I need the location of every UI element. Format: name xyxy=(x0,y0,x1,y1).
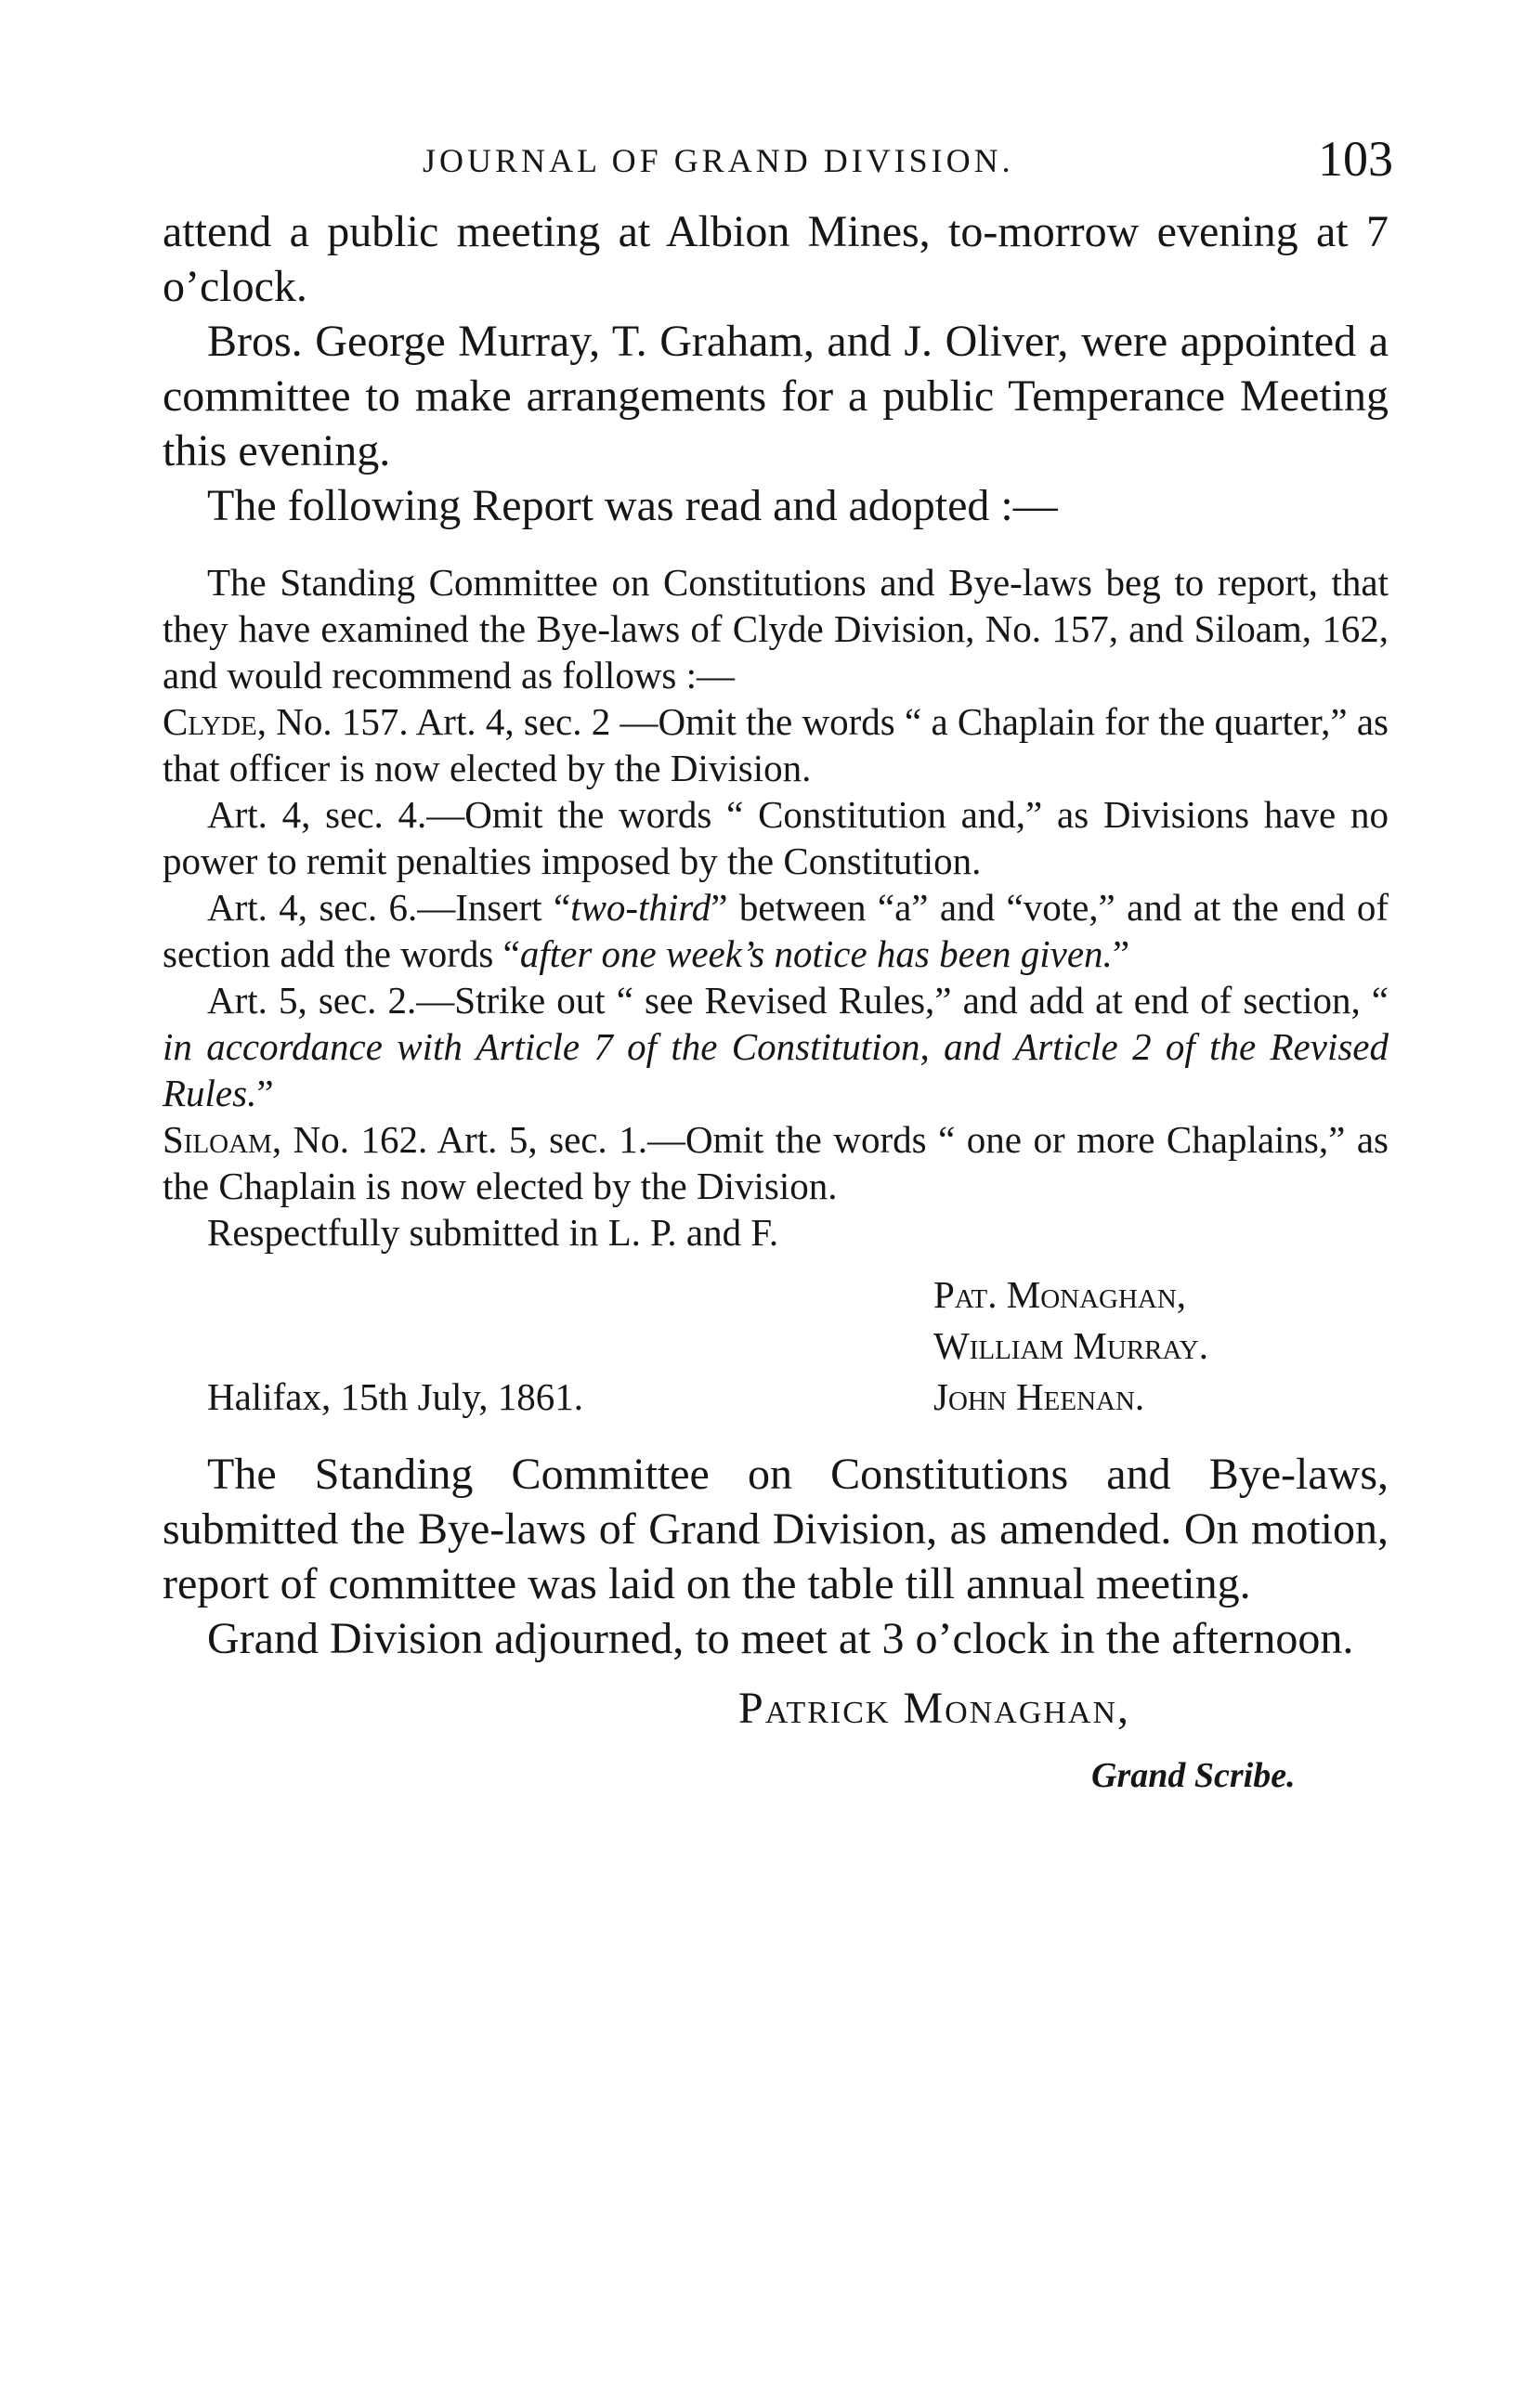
report-signature-block xyxy=(163,1272,1389,1423)
page-header xyxy=(163,130,1402,195)
paragraph-report-intro: The following Report was read and adopted :— xyxy=(207,481,1058,530)
report-intro: The Standing Committee on Constitutions and Bye-laws beg to report, that they have examined the Bye-laws of Clyde Division, No. 157, and Siloam, 162, and would recommend as follows :— xyxy=(163,561,1389,696)
report-date: Halifax, 15th July, 1861. xyxy=(207,1375,584,1418)
report-siloam: Siloam, No. 162. Art. 5, sec. 1.—Omit the words “ one or more Chaplains,” as the Chaplain is now elected by the Division. xyxy=(163,1118,1389,1207)
division-name-clyde: Clyde xyxy=(163,700,257,743)
scribe-title: Grand Scribe. xyxy=(1091,1756,1296,1795)
page-number: 103 xyxy=(1318,131,1393,187)
signatory-name: William Murray. xyxy=(933,1324,1208,1367)
report-clyde: Clyde, No. 157. Art. 4, sec. 2 —Omit the words “ a Chaplain for the quarter,” as that officer is now elected by the Division. xyxy=(163,700,1389,789)
closing-paragraphs xyxy=(163,1447,1389,1666)
paragraph-committee-appointment: Bros. George Murray, T. Graham, and J. Oliver, were appointed a committee to make arrangements for a public Temperance Meeting this evening. xyxy=(163,317,1389,475)
signatory-name: Pat. Monaghan, xyxy=(933,1273,1187,1316)
report-art4-sec6: Art. 4, sec. 6.—Insert “two-third” between “a” and “vote,” and at the end of section add the words “after one week’s notice has been given.” xyxy=(163,886,1389,975)
division-name-siloam: Siloam xyxy=(163,1118,272,1161)
signatory-name: John Heenan. xyxy=(933,1375,1145,1418)
report-art5-sec2: Art. 5, sec. 2.—Strike out “ see Revised Rules,” and add at end of section, “ in accordance with Article 7 of the Constitution, and Article 2 of the Revised Rules.” xyxy=(163,979,1389,1114)
report-closing: Respectfully submitted in L. P. and F. xyxy=(207,1211,779,1254)
committee-report xyxy=(163,559,1389,1423)
paragraph-continuation: attend a public meeting at Albion Mines, to-morrow evening at 7 o’clock. xyxy=(163,207,1389,311)
paragraph-adjournment: Grand Division adjourned, to meet at 3 o’clock in the afternoon. xyxy=(207,1614,1354,1663)
scribe-name: Patrick Monaghan, xyxy=(738,1684,1131,1733)
paragraph-bye-laws: The Standing Committee on Constitutions and Bye-laws, submitted the Bye-laws of Grand Division, as amended. On motion, report of committee was laid on the table till annual meeting. xyxy=(163,1450,1389,1608)
running-title: JOURNAL OF GRAND DIVISION. xyxy=(423,142,1014,179)
page-body xyxy=(163,204,1389,1822)
opening-paragraphs xyxy=(163,204,1389,533)
report-art4-sec4: Art. 4, sec. 4.—Omit the words “ Constitution and,” as Divisions have no power to remit penalties imposed by the Constitution. xyxy=(163,793,1389,882)
scribe-signature xyxy=(163,1683,1389,1822)
